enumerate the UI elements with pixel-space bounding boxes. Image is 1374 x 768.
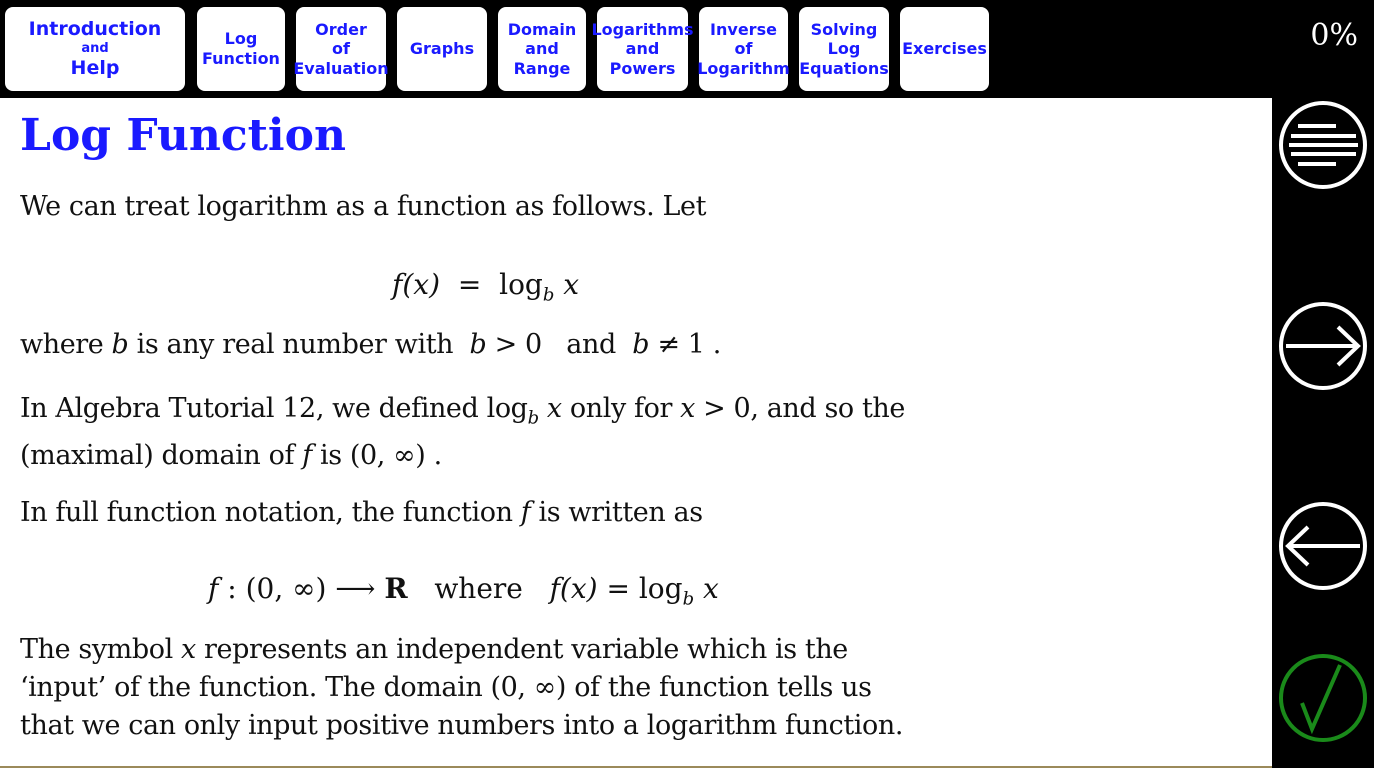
tab-label: of	[734, 39, 753, 59]
tab-inverse-of-logarithm[interactable]	[699, 7, 788, 91]
math-var: x	[680, 393, 695, 424]
math-var: f	[302, 440, 312, 472]
tab-label: Logarithms	[591, 19, 694, 39]
progress-indicator: 0%	[1310, 18, 1358, 53]
check-button[interactable]	[1276, 651, 1370, 745]
tab-label: Exercises	[902, 39, 987, 59]
tab-label: Log	[224, 29, 258, 49]
tab-label: Equations	[799, 58, 889, 78]
tab-label: Graphs	[409, 39, 475, 59]
text: (maximal) domain of	[20, 440, 303, 472]
top-navigation-bar	[0, 0, 1374, 98]
equation-log-definition	[392, 268, 579, 306]
tab-domain-and-range[interactable]	[498, 7, 586, 91]
math-text: where	[407, 572, 550, 605]
tab-graphs[interactable]	[397, 7, 487, 91]
tab-label: Solving	[810, 19, 878, 39]
math-base: b	[527, 407, 539, 429]
text: is written as	[530, 497, 703, 528]
tab-label: Range	[513, 58, 571, 78]
text: > 0, and so the	[694, 393, 905, 424]
domain-paragraph	[20, 390, 905, 475]
tab-label: Function	[202, 49, 280, 68]
tab-label: Log	[827, 39, 861, 59]
math-var: f	[208, 572, 219, 605]
tab-label: Evaluation	[293, 58, 389, 78]
tab-label: Inverse	[710, 19, 777, 39]
tab-logarithms-and-powers[interactable]	[591, 7, 694, 91]
tab-introduction-and-help[interactable]	[5, 7, 185, 91]
math-log: log	[499, 268, 543, 301]
text: The symbol	[20, 634, 182, 665]
tab-label: Logarithm	[697, 58, 790, 78]
text: > 0 and	[486, 329, 633, 360]
tab-label: Help	[70, 56, 120, 79]
math-var: x	[181, 634, 196, 665]
text: is (0, ∞) .	[311, 440, 442, 472]
math-base: b	[682, 588, 695, 610]
text: represents an independent variable which is the	[195, 634, 848, 665]
base-condition-paragraph	[20, 326, 721, 364]
tab-label: Powers	[609, 58, 676, 78]
math-text: : (0, ∞) ⟶	[218, 572, 385, 605]
math-var: x	[694, 572, 719, 605]
math-var: b	[111, 329, 129, 360]
text: ≠ 1 .	[649, 329, 721, 360]
tab-log-function[interactable]	[197, 7, 285, 91]
tab-order-of-evaluation[interactable]	[293, 7, 389, 91]
tab-label: Domain	[507, 19, 577, 39]
previous-page-button[interactable]	[1276, 499, 1370, 593]
independent-variable-paragraph	[20, 631, 903, 745]
math-reals: R	[384, 572, 408, 605]
text: In full function notation, the function	[20, 497, 521, 528]
arrow-left-icon	[1276, 499, 1370, 593]
tab-label: and	[625, 39, 660, 59]
math-var: f(x)	[549, 572, 598, 605]
text: In Algebra Tutorial 12, we defined log	[20, 393, 528, 424]
math-base: b	[542, 284, 555, 306]
tab-label: Order	[315, 19, 367, 39]
page-title: Log Function	[20, 110, 346, 161]
menu-button[interactable]	[1276, 98, 1370, 192]
math-var: f	[520, 497, 531, 528]
math-lhs: f(x)	[392, 268, 441, 301]
math-var: b	[632, 329, 650, 360]
arrow-right-icon	[1276, 299, 1370, 393]
text: ‘input’ of the function. The domain (0, ∞) of the function tells us	[20, 672, 872, 703]
next-page-button[interactable]	[1276, 299, 1370, 393]
math-arg: x	[563, 268, 580, 301]
math-text: = log	[597, 572, 683, 605]
tab-label: and	[525, 39, 559, 59]
math-equals: =	[457, 268, 482, 301]
tab-label: Introduction	[28, 17, 162, 40]
text: We can treat logarithm as a function as follows. Let	[20, 191, 707, 222]
menu-lines-icon	[1276, 98, 1370, 192]
text: is any real number with	[128, 329, 470, 360]
notation-paragraph	[20, 494, 703, 532]
tab-exercises[interactable]	[900, 7, 989, 91]
checkmark-icon	[1276, 651, 1370, 745]
text: that we can only input positive numbers into a logarithm function.	[20, 710, 904, 741]
equation-full-notation	[208, 572, 719, 610]
intro-paragraph	[20, 188, 706, 226]
math-var: x	[538, 393, 562, 424]
text: where	[20, 329, 112, 360]
tab-label: of	[332, 39, 350, 59]
tab-label: and	[81, 41, 109, 57]
text: only for	[561, 393, 681, 424]
side-control-bar	[1272, 98, 1374, 768]
main-content	[0, 98, 1272, 768]
math-var: b	[469, 329, 487, 360]
tab-solving-log-equations[interactable]	[799, 7, 889, 91]
